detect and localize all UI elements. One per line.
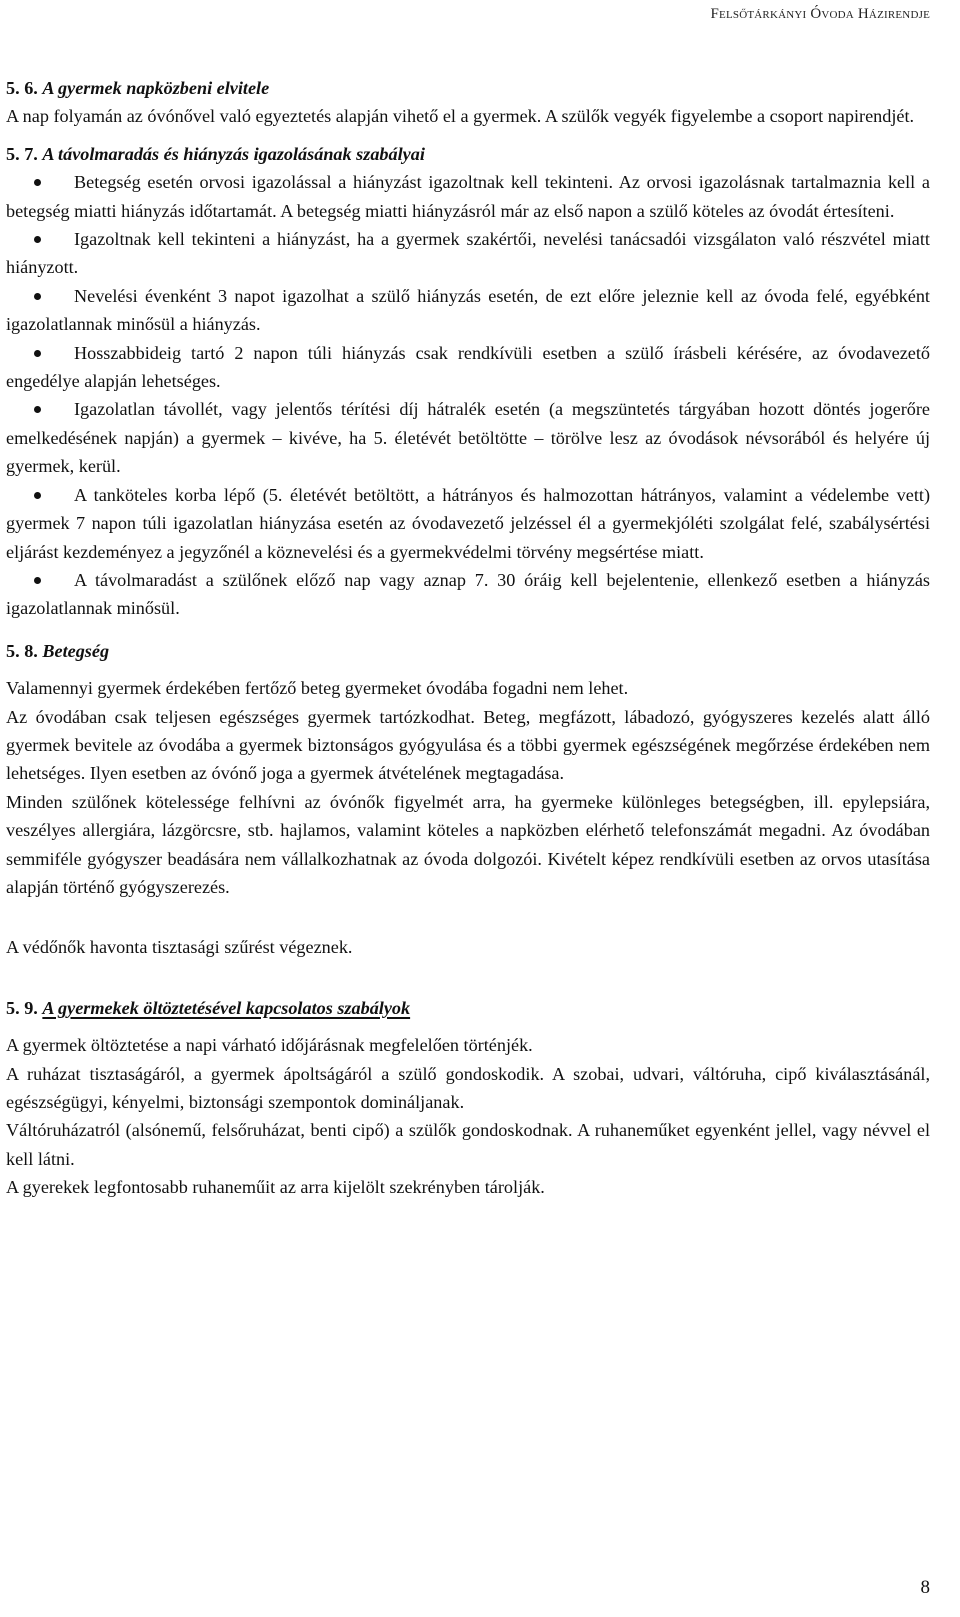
section-title: A távolmaradás és hiányzás igazolásának szabályai bbox=[42, 143, 425, 164]
paragraph: Az óvodában csak teljesen egészséges gyermek tartózkodhat. Beteg, megfázott, lábadozó, gyógyszeres kezelés alatt álló gyermek bevitele az óvodába a gyermek biztonságos gyógyulása és a többi gyermek egészségének megőrzése érdekében nem lehetséges. Ilyen esetben az óvónő joga a gyermek átvételének megtagadása. bbox=[6, 706, 930, 784]
page-content bbox=[6, 74, 930, 1202]
section-heading-5-9 bbox=[6, 994, 930, 1022]
list-item: A távolmaradást a szülőnek előző nap vagy aznap 7. 30 óráig kell bejelentenie, ellenkező esetben a hiányzás igazolatlannak minősül. bbox=[6, 569, 930, 619]
section-title: Betegség bbox=[42, 640, 110, 661]
paragraph: A gyermek öltöztetése a napi várható időjárásnak megfelelően történjék. bbox=[6, 1035, 533, 1056]
bullet-icon bbox=[34, 492, 41, 499]
section-heading-5-8 bbox=[6, 637, 930, 665]
list-item: A tanköteles korba lépő (5. életévét betöltött, a hátrányos és halmozottan hátrányos, valamint a védelembe vett) gyermek 7 napon túli igazolatlan hiányzása esetén az óvodavezető jelzéssel él a gyermekjóléti szolgálat felé, szabálysértési eljárást kezdeményez a jegyzőnél a köznevelési és a gyermekvédelmi törvény megsértése miatt. bbox=[6, 484, 930, 562]
page-number: 8 bbox=[920, 1577, 930, 1598]
list-item: Igazoltnak kell tekinteni a hiányzást, ha a gyermek szakértői, nevelési tanácsadói vizsgálaton való részvétel miatt hiányzott. bbox=[6, 229, 930, 278]
paragraph: A védőnők havonta tisztasági szűrést végeznek. bbox=[6, 937, 353, 958]
paragraph: Váltóruházatról (alsónemű, felsőruházat, benti cipő) a szülők gondoskodnak. A ruhaneműket egyenként jellel, vagy névvel el kell látni. bbox=[6, 1120, 930, 1169]
list-item: Nevelési évenként 3 napot igazolhat a szülő hiányzás esetén, de ezt előre jeleznie kell az óvoda felé, egyébként igazolatlannak minősül a hiányzás. bbox=[6, 285, 930, 335]
section-number: 5. 9. bbox=[6, 997, 38, 1018]
paragraph: A ruházat tisztaságáról, a gyermek ápoltságáról a szülő gondoskodik. A szobai, udvari, váltóruha, cipő kiválasztásánál, egészségügyi, kényelmi, biztonsági szempontok domináljanak. bbox=[6, 1063, 930, 1112]
list-item: Igazolatlan távollét, vagy jelentős térítési díj hátralék esetén (a megszüntetés tárgyában hozott döntés jogerőre emelkedésének napján) a gyermek – kivéve, ha 5. életévét betöltötte – törölve lesz az óvodások névsorából és helyére új gyermek, kerül. bbox=[6, 399, 930, 477]
list-item: Betegség esetén orvosi igazolással a hiányzást igazoltnak kell tekinteni. Az orvosi igazolásnak tartalmaznia kell a betegség miatti hiányzás időtartamát. A betegség miatti hiányzásról már az első napon a szülő köteles az óvodát értesíteni. bbox=[6, 172, 930, 221]
bullet-icon bbox=[34, 577, 41, 584]
paragraph: Minden szülőnek kötelessége felhívni az óvónők figyelmét arra, ha gyermeke különleges betegségben, ill. epylepsiára, veszélyes allergiára, lázgörcsre, stb. hajlamos, valamint köteles a napközben elérhető telefonszámát megadni. Az óvodában semmiféle gyógyszer beadására nem vállalkozhatnak az óvoda dolgozói. Kivételt képez rendkívüli esetben az orvos utasítása alapján történő gyógyszerezés. bbox=[6, 791, 930, 897]
bullet-icon bbox=[34, 350, 41, 357]
list-item: Hosszabbideig tartó 2 napon túli hiányzás csak rendkívüli esetben a szülő írásbeli kérésére, az óvodavezető engedélye alapján lehetséges. bbox=[6, 342, 930, 392]
section-heading-5-7 bbox=[6, 140, 930, 168]
bullet-icon bbox=[34, 236, 41, 243]
section-number: 5. 8. bbox=[6, 640, 38, 661]
section-title: A gyermek napközbeni elvitele bbox=[42, 78, 270, 98]
bullet-icon bbox=[34, 179, 41, 186]
paragraph: A nap folyamán az óvónővel való egyeztetés alapján vihető el a gyermek. A szülők vegyék figyelembe a csoport napirendjét. bbox=[6, 106, 915, 127]
bullet-icon bbox=[34, 406, 41, 413]
section-title: A gyermekek öltöztetésével kapcsolatos szabályok bbox=[42, 997, 411, 1018]
section-number: 5. 7. bbox=[6, 143, 38, 164]
section-number: 5. 6. bbox=[6, 78, 38, 98]
paragraph: Valamennyi gyermek érdekében fertőző beteg gyermeket óvodába fogadni nem lehet. bbox=[6, 678, 629, 699]
bullet-icon bbox=[34, 293, 41, 300]
paragraph: A gyerekek legfontosabb ruhaneműit az arra kijelölt szekrényben tárolják. bbox=[6, 1177, 545, 1198]
running-header: Felsőtárkányi Óvoda Házirendje bbox=[710, 6, 930, 22]
absence-rules-list bbox=[6, 168, 930, 623]
section-heading-5-6 bbox=[6, 74, 930, 102]
